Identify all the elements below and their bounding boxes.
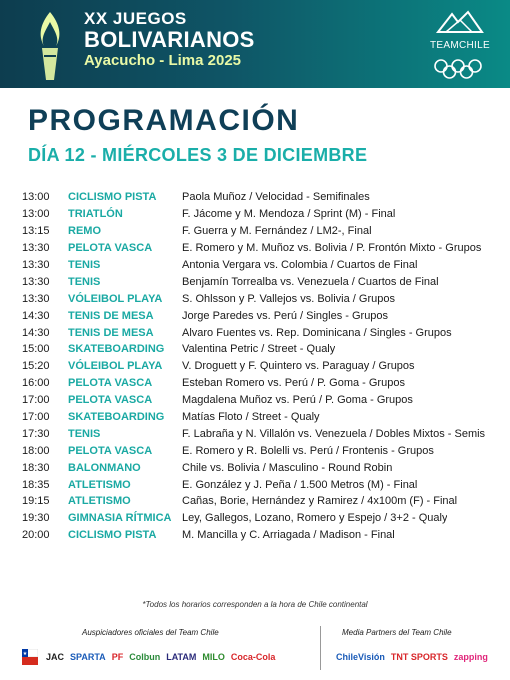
schedule-row: [22, 257, 492, 274]
torch-logo-icon: [30, 8, 70, 84]
team-chile-logo-icon: [432, 8, 488, 36]
event-detail: F. Labraña y N. Villalón vs. Venezuela / Dobles Mixtos - Semis: [182, 427, 486, 440]
event-detail: E. González y J. Peña / 1.500 Metros (M) - Final: [182, 478, 418, 491]
schedule-row: [22, 273, 492, 290]
event-sport: PELOTA VASCA: [68, 394, 153, 407]
event-detail: Ley, Gallegos, Lozano, Romero y Espejo / 3+2 - Qualy: [182, 512, 448, 525]
event-sport: PELOTA VASCA: [68, 377, 153, 390]
event-time: 16:00: [22, 377, 50, 390]
media-partners-label: Media Partners del Team Chile: [342, 628, 452, 637]
event-time: 13:00: [22, 191, 50, 204]
event-detail: M. Mancilla y C. Arriagada / Madison - Final: [182, 529, 395, 542]
event-detail: Matías Floto / Street - Qualy: [182, 411, 320, 424]
page-title: PROGRAMACIÓN: [28, 104, 300, 137]
event-detail: S. Ohlsson y P. Vallejos vs. Bolivia / Grupos: [182, 292, 395, 305]
event-sport: TRIATLÓN: [68, 208, 123, 221]
svg-text:★: ★: [22, 651, 28, 657]
sponsors-label: Auspiciadores oficiales del Team Chile: [82, 628, 219, 637]
event-time: 13:30: [22, 242, 50, 255]
event-detail: Magdalena Muñoz vs. Perú / P. Goma - Grupos: [182, 394, 413, 407]
schedule-row: [22, 189, 492, 206]
schedule-row: [22, 223, 492, 240]
sponsor-logo: ChileVisión: [336, 652, 385, 662]
schedule-row: [22, 341, 492, 358]
sponsor-logos: [22, 648, 281, 666]
schedule-row: [22, 527, 492, 544]
event-sport: PELOTA VASCA: [68, 242, 153, 255]
sponsor-logo: LATAM: [166, 652, 197, 662]
sponsor-logo: TNT SPORTS: [390, 652, 448, 662]
event-time: 15:20: [22, 360, 50, 373]
schedule-row: [22, 307, 492, 324]
event-time: 15:00: [22, 343, 50, 356]
event-detail: Valentina Petric / Street - Qualy: [182, 343, 336, 356]
schedule-row: [22, 324, 492, 341]
event-time: 17:00: [22, 411, 50, 424]
event-time: 13:00: [22, 208, 50, 221]
event-sport: TENIS DE MESA: [68, 309, 154, 322]
schedule-row: [22, 442, 492, 459]
event-detail: F. Jácome y M. Mendoza / Sprint (M) - Final: [182, 208, 396, 221]
sponsor-logo: zapping: [453, 652, 488, 662]
event-time: 13:30: [22, 275, 50, 288]
event-detail: Benjamín Torrealba vs. Venezuela / Cuartos de Final: [182, 275, 439, 288]
footer-divider: [320, 626, 321, 670]
olympic-rings-icon: [432, 58, 484, 80]
sponsor-logo: JAC: [46, 652, 65, 662]
event-detail: Cañas, Borie, Hernández y Ramirez / 4x100m (F) - Final: [182, 495, 458, 508]
schedule-row: [22, 476, 492, 493]
event-sport: SKATEBOARDING: [68, 411, 165, 424]
event-time: 19:30: [22, 512, 50, 525]
chile-flag-icon: [22, 649, 38, 665]
event-time: 20:00: [22, 529, 50, 542]
event-sport: VÓLEIBOL PLAYA: [68, 360, 163, 373]
event-sport: TENIS DE MESA: [68, 326, 154, 339]
sponsor-logo: Colbun: [129, 652, 161, 662]
event-sport: SKATEBOARDING: [68, 343, 165, 356]
schedule-list: [22, 189, 492, 544]
event-time: 13:15: [22, 225, 50, 238]
event-sport: BALONMANO: [68, 461, 141, 474]
event-sport: TENIS: [68, 259, 101, 271]
schedule-row: [22, 375, 492, 392]
event-sport: CICLISMO PISTA: [68, 191, 157, 204]
schedule-row: [22, 493, 492, 510]
event-time: 14:30: [22, 309, 50, 322]
games-location: Ayacucho - Lima 2025: [84, 52, 242, 69]
schedule-row: [22, 425, 492, 442]
event-sport: TENIS: [68, 275, 101, 288]
schedule-row: [22, 290, 492, 307]
event-sport: VÓLEIBOL PLAYA: [68, 292, 163, 305]
event-detail: Esteban Romero vs. Perú / P. Goma - Grupos: [182, 377, 405, 390]
event-detail: V. Droguett y F. Quintero vs. Paraguay / Grupos: [182, 360, 415, 373]
sponsor-logo: Coca-Cola: [230, 652, 276, 662]
event-sport: GIMNASIA RÍTMICA: [68, 512, 172, 525]
event-sport: ATLETISMO: [68, 478, 131, 491]
event-detail: Chile vs. Bolivia / Masculino - Round Robin: [182, 461, 393, 474]
team-chile-name: TEAMCHILE: [430, 40, 490, 51]
event-time: 13:30: [22, 259, 50, 271]
event-sport: TENIS: [68, 427, 101, 440]
event-time: 18:35: [22, 478, 50, 491]
event-detail: F. Guerra y M. Fernández / LM2-, Final: [182, 225, 372, 238]
event-sport: PELOTA VASCA: [68, 444, 153, 457]
event-detail: E. Romero y M. Muñoz vs. Bolivia / P. Frontón Mixto - Grupos: [182, 242, 482, 255]
event-sport: CICLISMO PISTA: [68, 529, 157, 542]
event-time: 18:00: [22, 444, 50, 457]
event-time: 13:30: [22, 292, 50, 305]
sponsor-logo: PF: [111, 652, 124, 662]
schedule-row: [22, 459, 492, 476]
schedule-row: [22, 358, 492, 375]
schedule-row: [22, 510, 492, 527]
event-sport: REMO: [68, 225, 101, 238]
event-detail: Jorge Paredes vs. Perú / Singles - Grupos: [182, 309, 389, 322]
event-sport: ATLETISMO: [68, 495, 131, 508]
sponsor-logo: SPARTA: [70, 652, 106, 662]
games-edition: XX JUEGOS: [84, 9, 187, 28]
footnote: *Todos los horarios corresponden a la hora de Chile continental: [142, 600, 368, 609]
games-name: BOLIVARIANOS: [84, 27, 255, 52]
media-logos: [336, 648, 494, 666]
event-time: 14:30: [22, 326, 50, 339]
event-time: 17:00: [22, 394, 50, 407]
header-banner: [0, 0, 510, 88]
sponsor-logo: MILO: [202, 652, 225, 662]
event-time: 19:15: [22, 495, 50, 508]
event-detail: Antonia Vergara vs. Colombia / Cuartos de Final: [182, 259, 418, 271]
schedule-row: [22, 409, 492, 426]
page-subtitle: DÍA 12 - MIÉRCOLES 3 DE DICIEMBRE: [28, 145, 368, 165]
event-detail: Paola Muñoz / Velocidad - Semifinales: [182, 191, 370, 204]
event-detail: E. Romero y R. Bolelli vs. Perú / Frontenis - Grupos: [182, 444, 434, 457]
event-detail: Alvaro Fuentes vs. Rep. Dominicana / Singles - Grupos: [182, 326, 452, 339]
event-time: 17:30: [22, 427, 50, 440]
schedule-row: [22, 392, 492, 409]
schedule-row: [22, 206, 492, 223]
event-time: 18:30: [22, 461, 50, 474]
schedule-row: [22, 240, 492, 257]
